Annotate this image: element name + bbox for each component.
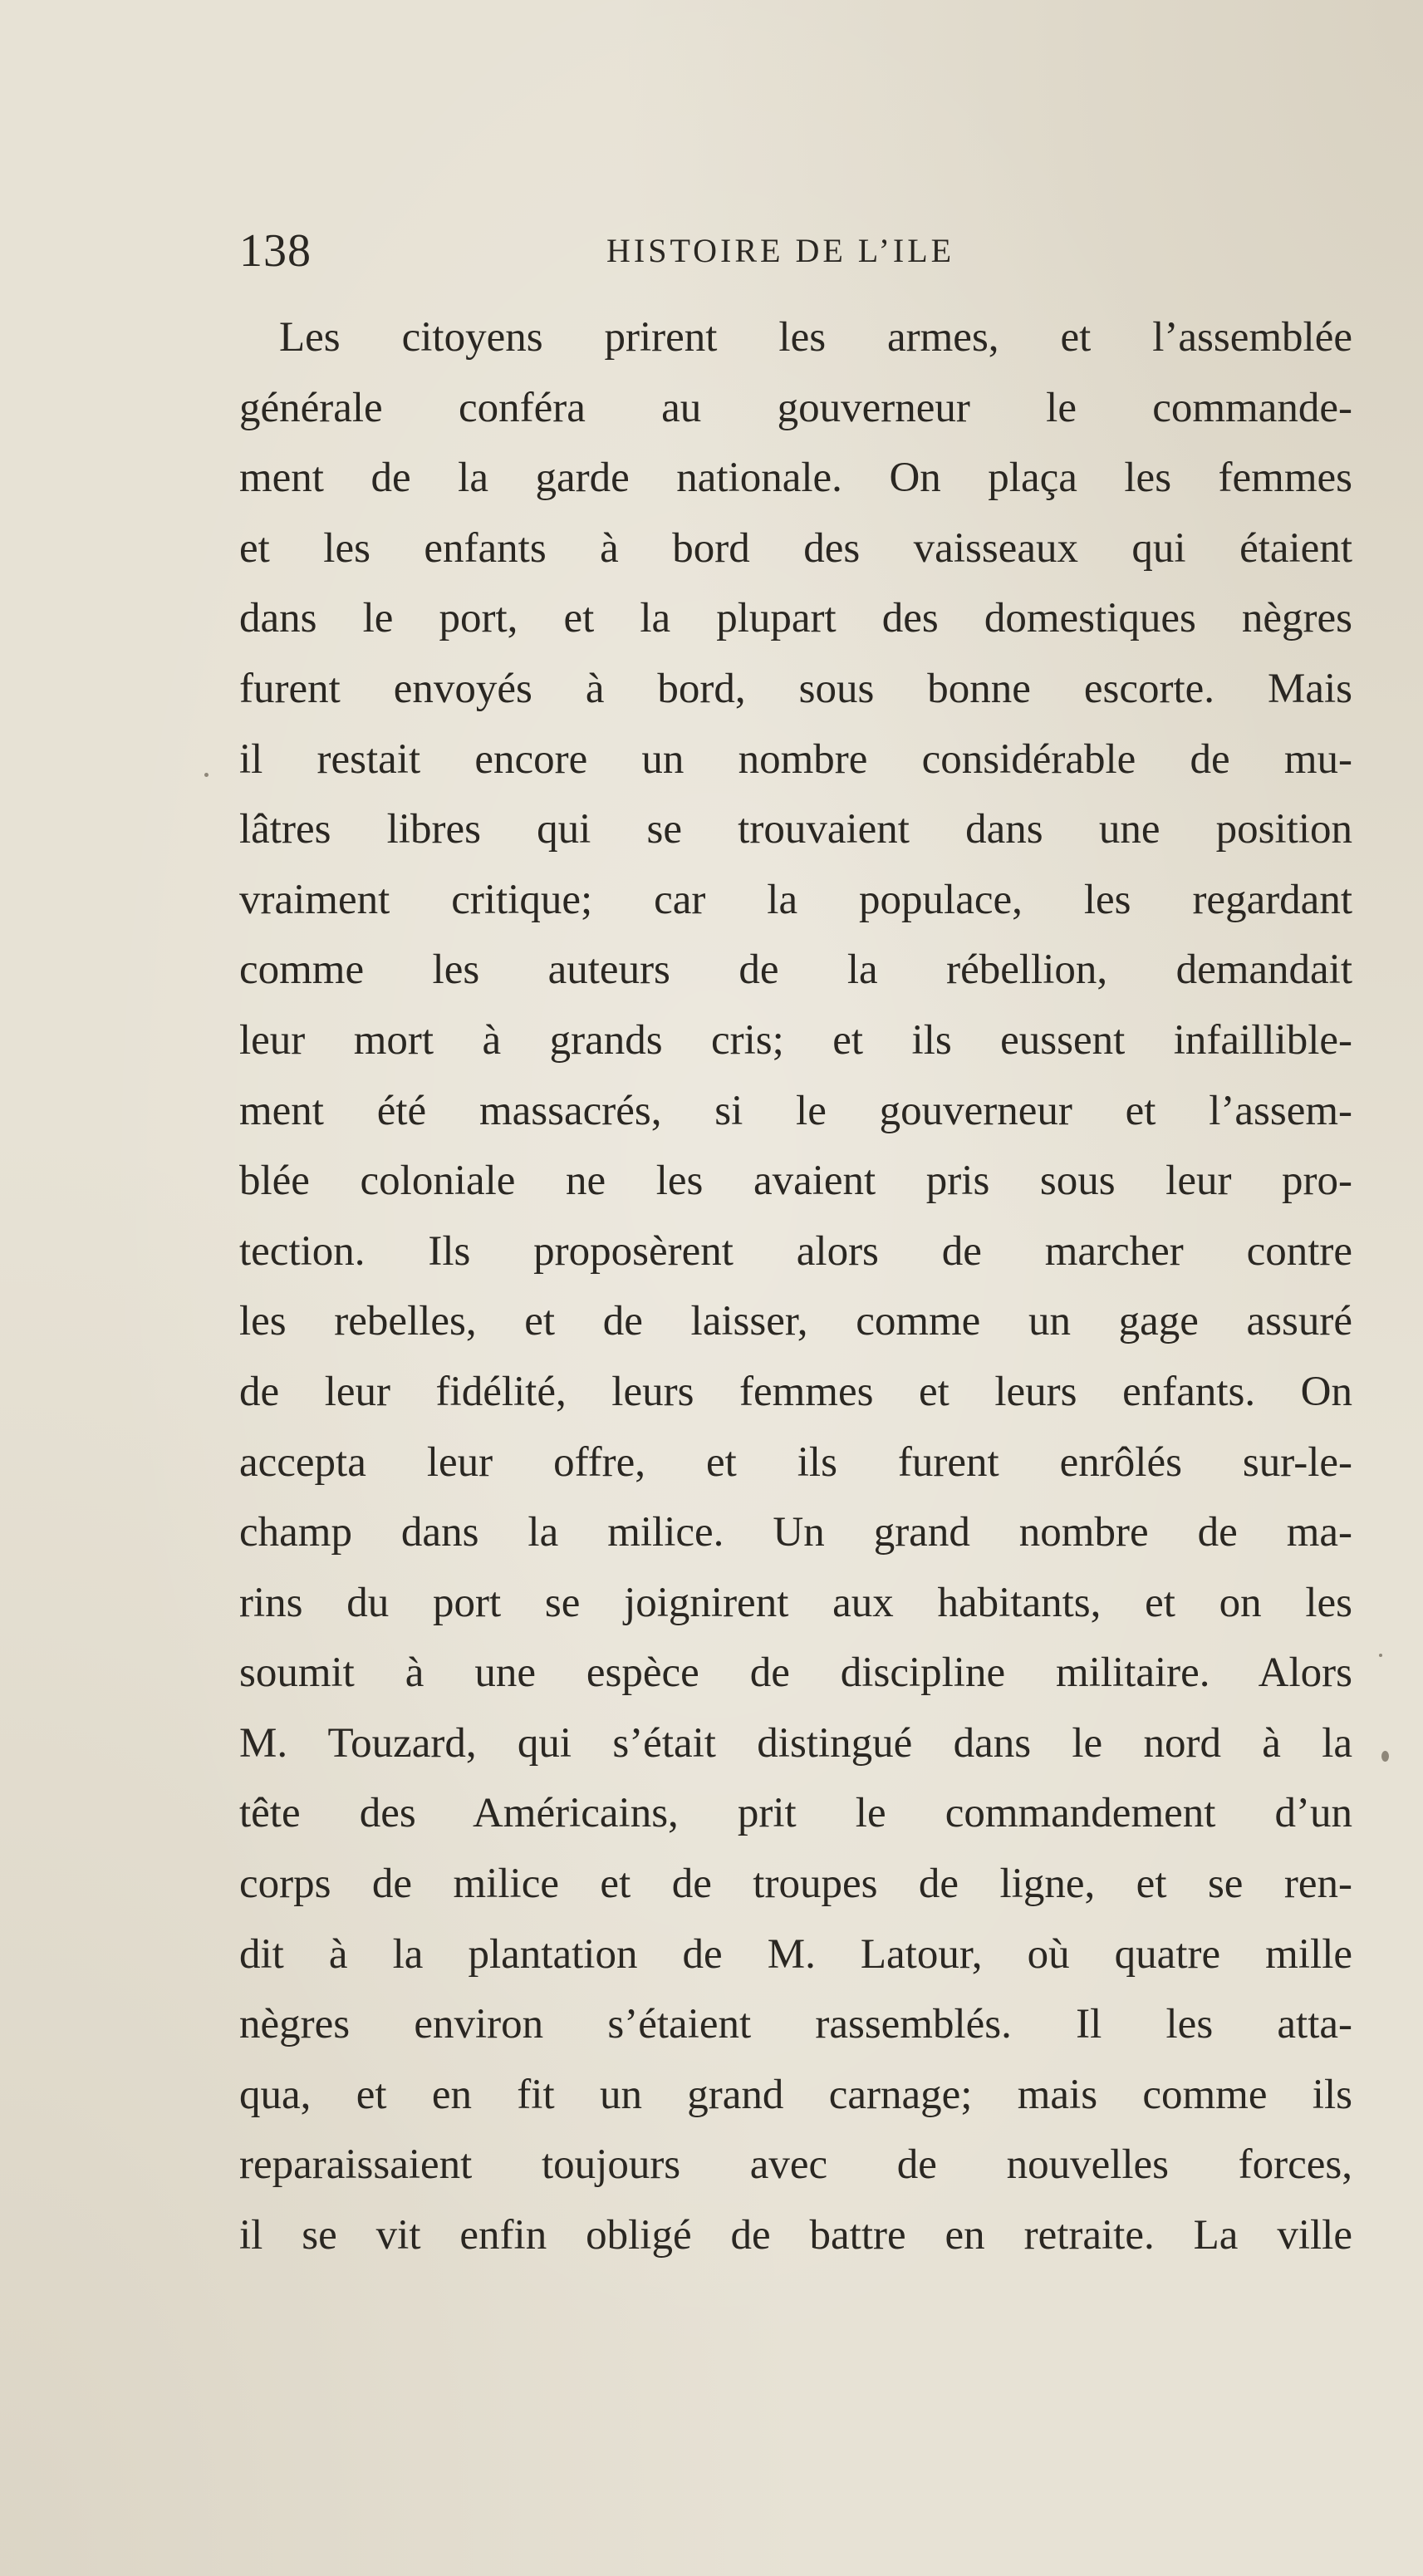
text-line: les rebelles, et de laisser, comme un gage assuré: [239, 1298, 1352, 1345]
text-line: reparaissaient toujours avec de nouvelles forces,: [239, 2141, 1352, 2189]
text-line: M. Touzard, qui s’était distingué dans le nord à la: [239, 1719, 1352, 1767]
text-line: champ dans la milice. Un grand nombre de ma-: [239, 1509, 1352, 1556]
text-line: furent envoyés à bord, sous bonne escorte. Mais: [239, 665, 1352, 712]
text-line: tête des Américains, prit le commandement d’un: [239, 1790, 1352, 1837]
text-line: corps de milice et de troupes de ligne, et se ren-: [239, 1861, 1352, 1908]
text-line: comme les auteurs de la rébellion, demandait: [239, 946, 1352, 994]
text-line: et les enfants à bord des vaisseaux qui étaient: [239, 524, 1352, 572]
text-line: il restait encore un nombre considérable de mu-: [239, 735, 1352, 783]
text-line: générale conféra au gouverneur le commande-: [239, 384, 1352, 431]
page-number: 138: [239, 225, 312, 277]
text-line: leur mort à grands cris; et ils eussent infaillible-: [239, 1016, 1352, 1064]
text-line: il se vit enfin obligé de battre en retraite. La ville: [239, 2212, 1352, 2259]
text-line: lâtres libres qui se trouvaient dans une position: [239, 806, 1352, 853]
paper-speck: [1381, 1751, 1389, 1762]
body-text: [239, 302, 1352, 2271]
text-line: vraiment critique; car la populace, les regardant: [239, 876, 1352, 923]
text-line: nègres environ s’étaient rassemblés. Il les atta-: [239, 2001, 1352, 2048]
text-line: qua, et en fit un grand carnage; mais comme ils: [239, 2071, 1352, 2118]
running-head: [239, 218, 1359, 284]
text-line: soumit à une espèce de discipline militaire. Alors: [239, 1649, 1352, 1697]
text-line: blée coloniale ne les avaient pris sous leur pro-: [239, 1158, 1352, 1205]
text-line: dans le port, et la plupart des domestiques nègres: [239, 595, 1352, 642]
text-line: de leur fidélité, leurs femmes et leurs enfants. On: [239, 1368, 1352, 1415]
text-line: tection. Ils proposèrent alors de marcher contre: [239, 1227, 1352, 1275]
text-line: rins du port se joignirent aux habitants, et on les: [239, 1579, 1352, 1626]
text-line: accepta leur offre, et ils furent enrôlés sur-le-: [239, 1438, 1352, 1486]
paper-speck: [1379, 1654, 1382, 1657]
text-line: dit à la plantation de M. Latour, où quatre mille: [239, 1930, 1352, 1978]
text-line: ment été massacrés, si le gouverneur et l’assem-: [239, 1087, 1352, 1134]
paper-speck: [204, 773, 209, 777]
running-title: HISTOIRE DE L’ILE: [606, 232, 955, 269]
text-line: Les citoyens prirent les armes, et l’assemblée: [279, 314, 1352, 361]
text-line: ment de la garde nationale. On plaça les femmes: [239, 455, 1352, 502]
